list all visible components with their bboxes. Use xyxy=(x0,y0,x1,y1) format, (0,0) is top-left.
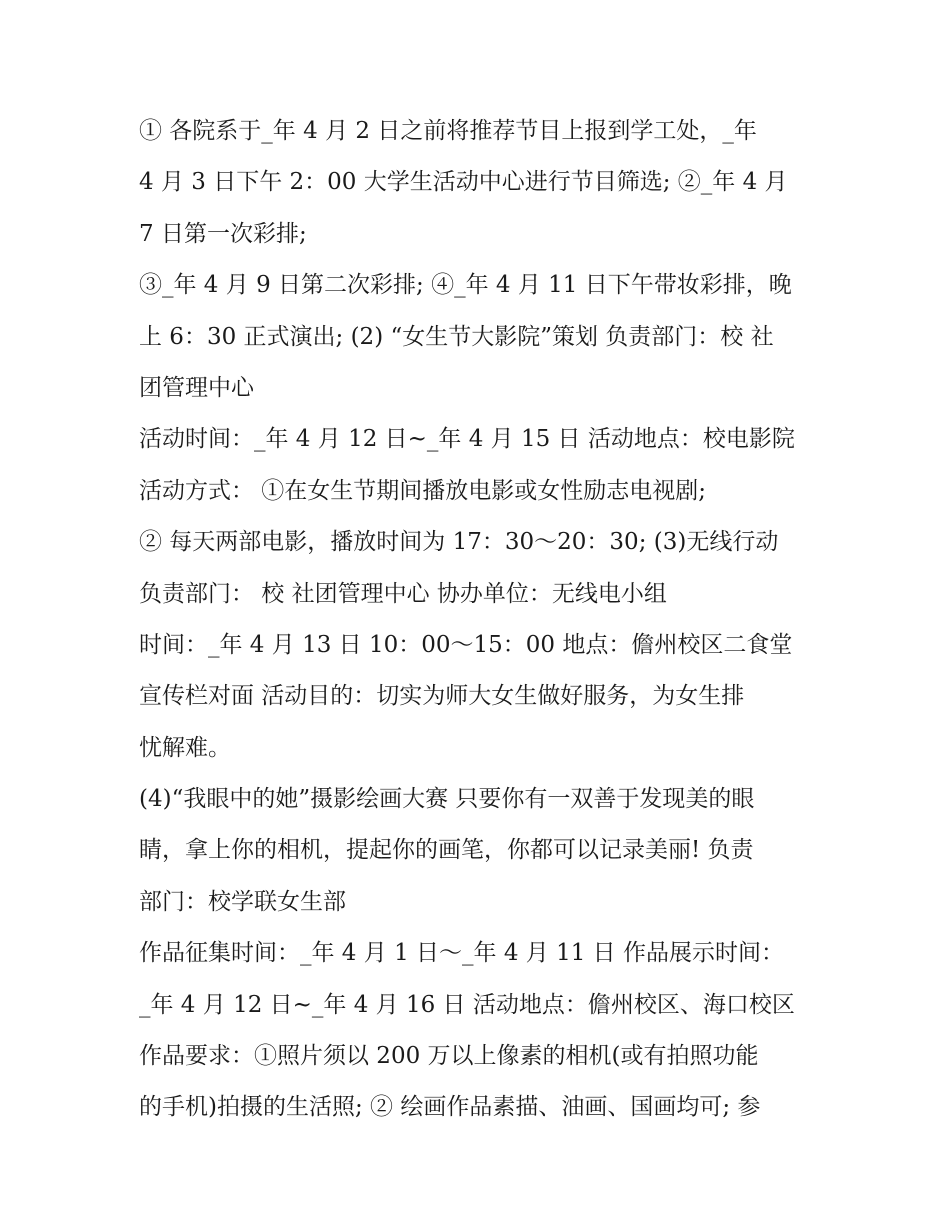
text-line: 活动时间：_年 4 月 12 日~_年 4 月 15 日 活动地点：校电影院 xyxy=(139,426,795,453)
text-line: 4 月 3 日下午 2：00 大学生活动中心进行节目筛选; ②_年 4 月 xyxy=(139,169,788,196)
document-body xyxy=(139,106,819,1134)
text-line: 负责部门： 校 社团管理中心 协办单位：无线电小组 xyxy=(139,580,667,607)
text-line: 睛，拿上你的相机，提起你的画笔，你都可以记录美丽! 负责 xyxy=(139,837,754,864)
text-line: 活动方式： ①在女生节期间播放电影或女性励志电视剧; xyxy=(139,477,707,504)
text-line: 忧解难。 xyxy=(139,734,231,761)
text-line: 上 6：30 正式演出; (2) “女生节大影院”策划 负责部门：校 社 xyxy=(139,323,774,350)
text-line: 作品征集时间：_年 4 月 1 日～_年 4 月 11 日 作品展示时间： xyxy=(139,940,784,967)
text-line: ③_年 4 月 9 日第二次彩排; ④_年 4 月 11 日下午带妆彩排，晚 xyxy=(139,272,792,299)
text-line: 宣传栏对面 活动目的：切实为师大女生做好服务，为女生排 xyxy=(139,683,745,710)
text-line: ① 各院系于_年 4 月 2 日之前将推荐节目上报到学工处，_年 xyxy=(139,118,757,144)
text-line: 团管理中心 xyxy=(139,374,254,401)
text-line: _年 4 月 12 日~_年 4 月 16 日 活动地点：儋州校区、海口校区 xyxy=(139,991,795,1018)
text-line: 7 日第一次彩排; xyxy=(139,220,307,247)
text-line: 作品要求：①照片须以 200 万以上像素的相机(或有拍照功能 xyxy=(139,1043,759,1070)
text-line: ② 每天两部电影，播放时间为 17：30～20：30; (3)无线行动 xyxy=(139,529,779,556)
text-line: 时间：_年 4 月 13 日 10：00～15：00 地点：儋州校区二食堂 xyxy=(139,631,793,658)
text-line: 部门：校学联女生部 xyxy=(139,888,346,915)
text-line: (4)“我眼中的她”摄影绘画大赛 只要你有一双善于发现美的眼 xyxy=(139,786,755,813)
text-line: 的手机)拍摄的生活照; ② 绘画作品素描、油画、国画均可; 参 xyxy=(139,1094,761,1121)
